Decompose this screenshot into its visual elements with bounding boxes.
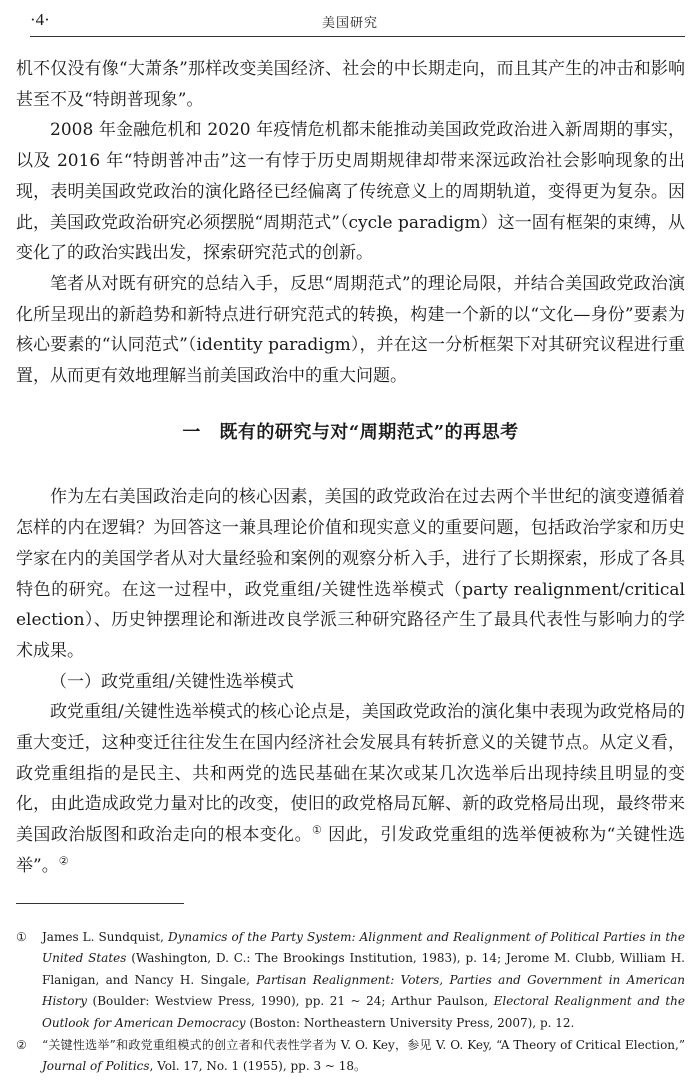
- footnote-segment: “关键性选举”和政党重组模式的创立者和代表性学者为 V. O. Key，参见 V. O. Key, “A Theory of Critical Election,”: [42, 1038, 685, 1053]
- paragraph-continued: 机不仅没有像“大萧条”那样改变美国经济、社会的中长期走向，而且其产生的冲击和影响甚至不及“特朗普现象”。: [16, 59, 685, 110]
- paragraph: 作为左右美国政治走向的核心因素，美国的政党政治在过去两个半世纪的演变遵循着怎样的内在逻辑？为回答这一兼具理论价值和现实意义的重要问题，包括政治学家和历史学家在内的美国学者从对大量经验和案例的观察分析入手，进行了长期探索，形成了各具特色的研究。在这一过程中，政党重组/关键性选举模式（party realignment/critical election）、历史钟摆理论和渐进改良学派三种研究路径产生了最具代表性与影响力的学术成果。: [16, 487, 685, 661]
- footnote-segment: (Boulder: Westview Press, 1990), pp. 21 ~ 24; Arthur Paulson,: [87, 994, 494, 1009]
- footnote-ref[interactable]: ①: [311, 823, 323, 837]
- paragraph-text: 政党重组/关键性选举模式的核心论点是，美国政党政治的演化集中表现为政党格局的重大变迁，这种变迁往往发生在国内经济社会发展具有转折意义的关键节点。从定义看，政党重组指的是民主、共和两党的选民基础在某次或某几次选举后出现持续且明显的变化，由此造成政党力量对比的改变，使旧的政党格局瓦解、新的政党格局出现，最终带来美国政治版图和政治走向的根本变化。: [16, 702, 685, 846]
- page-number: ·4·: [30, 10, 50, 29]
- footnote: [16, 927, 685, 1034]
- footnote-divider: [16, 903, 184, 904]
- footnote-text: [42, 927, 685, 1034]
- footnote-ref[interactable]: ②: [58, 854, 69, 868]
- journal-title: 美国研究: [321, 16, 378, 31]
- footnote-book-title: Partisan Realignment: Voters, Parties and Government in American History: [42, 972, 685, 1009]
- header-divider: [30, 36, 685, 37]
- subsection-heading: （一）政党重组/关键性选举模式: [50, 671, 294, 692]
- footnote-segment: (Washington, D. C.: The Brookings Institution, 1983), p. 14; Jerome M. Clubb, William H. Flanigan, and Nancy H. Singale,: [42, 951, 685, 987]
- paragraph: 笔者从对既有研究的总结入手，反思“周期范式”的理论局限，并结合美国政党政治演化所呈现出的新趋势和新特点进行研究范式的转换，构建一个新的以“文化—身份”要素为核心要素的“认同范式”（identity paradigm），并在这一分析框架下对其研究议程进行重置，从而更有效地理解当前美国政治中的重大问题。: [16, 273, 685, 387]
- section-heading: 一 既有的研究与对“周期范式”的再思考: [182, 421, 519, 443]
- footnote-segment: (Boston: Northeastern University Press, 2007), p. 12.: [245, 1015, 575, 1030]
- main-body: [16, 54, 685, 882]
- footnote-text: [42, 1035, 685, 1078]
- footnote-book-title: Electoral Realignment and the Outlook for American Democracy: [42, 994, 686, 1030]
- footnote-segment: James L. Sundquist,: [42, 930, 169, 944]
- footnote-book-title: Dynamics of the Party System: Alignment and Realignment of Political Parties in the United States: [42, 930, 685, 966]
- footnote-mark: ②: [16, 1038, 27, 1053]
- paragraph: [16, 697, 685, 881]
- footnote-segment: , Vol. 17, No. 1 (1955), pp. 3 ~ 18。: [149, 1059, 367, 1074]
- paragraph-text: 因此，引发政党重组的选举便被称为“关键性选举”。: [16, 825, 685, 876]
- footnote-mark: ①: [16, 930, 27, 944]
- page-header: [0, 0, 700, 40]
- footnote-journal-title: Journal of Politics: [42, 1059, 150, 1074]
- paragraph: 2008 年金融危机和 2020 年疫情危机都未能推动美国政党政治进入新周期的事实，以及 2016 年“特朗普冲击”这一有悖于历史周期规律却带来深远政治社会影响现象的出现，表明美国政党政治的演化路径已经偏离了传统意义上的周期轨道，变得更为复杂。因此，美国政党政治研究必须摆脱“周期范式”（cycle paradigm）这一固有框架的束缚，从变化了的政治实践出发，探索研究范式的创新。: [16, 120, 685, 264]
- footnotes: [16, 927, 685, 1079]
- footnote: [16, 1035, 685, 1078]
